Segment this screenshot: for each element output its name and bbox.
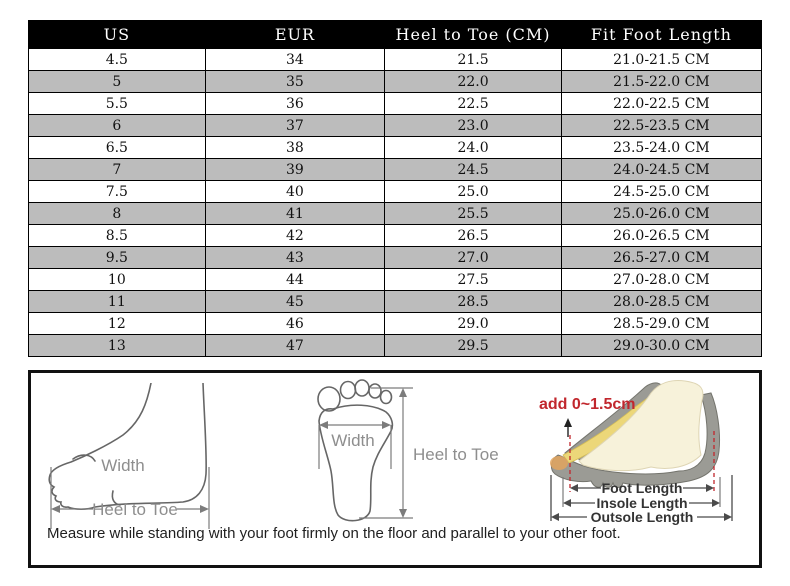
table-cell: 29.0 <box>385 313 562 335</box>
table-row <box>29 247 762 269</box>
footprint-icon <box>318 380 392 521</box>
foot-outline-icon <box>49 383 206 509</box>
table-cell: 24.0 <box>385 137 562 159</box>
toe-tip-highlight-icon <box>550 456 568 470</box>
table-row <box>29 203 762 225</box>
foot-length-head-left-icon <box>570 484 578 492</box>
table-cell: 9.5 <box>29 247 206 269</box>
table-cell: 8 <box>29 203 206 225</box>
table-cell: 40 <box>205 181 385 203</box>
table-cell: 41 <box>205 203 385 225</box>
table-cell: 10 <box>29 269 206 291</box>
table-cell: 46 <box>205 313 385 335</box>
table-cell: 27.0 <box>385 247 562 269</box>
col-header-us: US <box>29 21 206 49</box>
table-header-row <box>29 21 762 49</box>
insole-length-label: Insole Length <box>596 495 688 511</box>
table-cell: 24.0-24.5 CM <box>561 159 761 181</box>
insole-length-head-right-icon <box>712 499 720 507</box>
size-chart-table <box>28 20 762 357</box>
width-arrow-right-icon <box>382 421 391 429</box>
size-chart-section <box>28 20 762 357</box>
table-row <box>29 137 762 159</box>
table-cell: 39 <box>205 159 385 181</box>
table-cell: 27.5 <box>385 269 562 291</box>
table-row <box>29 291 762 313</box>
table-cell: 23.5-24.0 CM <box>561 137 761 159</box>
table-cell: 23.0 <box>385 115 562 137</box>
table-cell: 25.0 <box>385 181 562 203</box>
foot-length-label: Foot Length <box>601 480 683 496</box>
foot-top-view-illustration <box>299 379 531 541</box>
table-cell: 28.5 <box>385 291 562 313</box>
table-cell: 11 <box>29 291 206 313</box>
table-row <box>29 71 762 93</box>
table-cell: 13 <box>29 335 206 357</box>
table-cell: 35 <box>205 71 385 93</box>
side-heel-to-toe-label: Heel to Toe <box>92 500 178 519</box>
table-cell: 26.5-27.0 CM <box>561 247 761 269</box>
foot-length-head-right-icon <box>706 484 714 492</box>
measurement-guide-panel <box>28 370 762 568</box>
table-cell: 38 <box>205 137 385 159</box>
table-row <box>29 115 762 137</box>
table-cell: 44 <box>205 269 385 291</box>
table-cell: 21.5 <box>385 49 562 71</box>
table-cell: 29.5 <box>385 335 562 357</box>
col-header-eur: EUR <box>205 21 385 49</box>
table-row <box>29 93 762 115</box>
table-cell: 47 <box>205 335 385 357</box>
table-cell: 42 <box>205 225 385 247</box>
table-cell: 21.0-21.5 CM <box>561 49 761 71</box>
table-row <box>29 181 762 203</box>
table-cell: 43 <box>205 247 385 269</box>
table-cell: 5.5 <box>29 93 206 115</box>
table-row <box>29 313 762 335</box>
table-cell: 4.5 <box>29 49 206 71</box>
arrow-left-icon <box>51 505 60 513</box>
outsole-length-head-left-icon <box>551 513 559 521</box>
side-width-label: Width <box>101 456 145 475</box>
table-row <box>29 49 762 71</box>
table-cell: 21.5-22.0 CM <box>561 71 761 93</box>
size-table-body <box>29 49 762 357</box>
table-cell: 29.0-30.0 CM <box>561 335 761 357</box>
length-arrow-up-icon <box>399 388 407 397</box>
table-cell: 22.5 <box>385 93 562 115</box>
allowance-arrow-icon <box>564 418 572 427</box>
table-row <box>29 159 762 181</box>
table-cell: 45 <box>205 291 385 313</box>
table-cell: 6 <box>29 115 206 137</box>
outsole-length-head-right-icon <box>724 513 732 521</box>
table-cell: 24.5 <box>385 159 562 181</box>
length-arrow-down-icon <box>399 509 407 518</box>
table-cell: 22.0-22.5 CM <box>561 93 761 115</box>
outsole-length-label: Outsole Length <box>590 509 694 525</box>
table-cell: 7.5 <box>29 181 206 203</box>
foot-side-view-illustration <box>43 383 273 541</box>
arrow-right-icon <box>200 505 209 513</box>
table-cell: 28.5-29.0 CM <box>561 313 761 335</box>
add-allowance-note: add 0~1.5cm <box>539 396 636 413</box>
table-cell: 22.0 <box>385 71 562 93</box>
table-cell: 12 <box>29 313 206 335</box>
col-header-heel-to-toe: Heel to Toe (CM) <box>385 21 562 49</box>
col-header-fit-foot-length: Fit Foot Length <box>561 21 761 49</box>
table-cell: 28.0-28.5 CM <box>561 291 761 313</box>
table-cell: 37 <box>205 115 385 137</box>
table-row <box>29 335 762 357</box>
table-cell: 5 <box>29 71 206 93</box>
table-cell: 26.0-26.5 CM <box>561 225 761 247</box>
table-cell: 27.0-28.0 CM <box>561 269 761 291</box>
table-cell: 34 <box>205 49 385 71</box>
table-row <box>29 225 762 247</box>
table-cell: 25.5 <box>385 203 562 225</box>
table-row <box>29 269 762 291</box>
insole-length-head-left-icon <box>563 499 571 507</box>
table-cell: 24.5-25.0 CM <box>561 181 761 203</box>
table-cell: 6.5 <box>29 137 206 159</box>
table-cell: 8.5 <box>29 225 206 247</box>
table-cell: 22.5-23.5 CM <box>561 115 761 137</box>
table-cell: 7 <box>29 159 206 181</box>
top-heel-to-toe-label: Heel to Toe <box>413 445 499 464</box>
table-cell: 25.0-26.0 CM <box>561 203 761 225</box>
top-width-label: Width <box>331 431 375 450</box>
table-cell: 26.5 <box>385 225 562 247</box>
measure-instruction-caption: Measure while standing with your foot firmly on the floor and parallel to your other foot. <box>47 525 621 542</box>
table-cell: 36 <box>205 93 385 115</box>
